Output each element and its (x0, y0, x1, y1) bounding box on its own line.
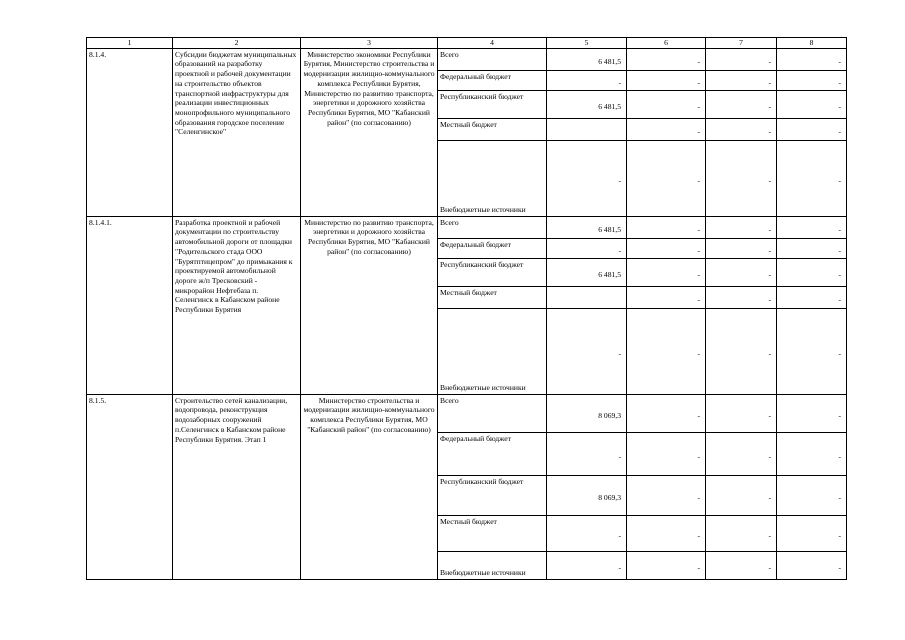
amount-value: - (838, 411, 841, 421)
amount-value: 6 481,5 (598, 225, 621, 235)
amount-cell-c5 (547, 475, 627, 515)
amount-value: 6 481,5 (598, 102, 621, 112)
amount-value: - (697, 563, 700, 573)
table-row (87, 216, 847, 238)
amount-cell-c8 (777, 70, 847, 90)
amount-cell-c5 (547, 394, 627, 432)
amount-value: - (838, 295, 841, 305)
amount-cell-c8 (777, 90, 847, 118)
amount-value: - (618, 176, 621, 186)
amount-cell-c7 (706, 258, 777, 286)
amount-value: - (838, 451, 841, 461)
header-cell: 4 (438, 38, 547, 49)
funding-source: Всего (438, 48, 547, 70)
amount-cell-c6 (627, 515, 706, 551)
item-executor: Министерство по развитию транспорта, энергетики и дорожного хозяйства Республики Бурятия, МО "Кабанский район" (по согласованию) (301, 216, 438, 394)
amount-value: - (838, 246, 841, 256)
item-code: 8.1.5. (87, 394, 173, 579)
amount-value: - (697, 270, 700, 280)
amount-cell-c8 (777, 238, 847, 258)
funding-source: Внебюджетные источники (438, 140, 547, 216)
amount-value: - (768, 451, 771, 461)
amount-cell-c7 (706, 286, 777, 308)
amount-value: - (768, 176, 771, 186)
funding-source: Республиканский бюджет (438, 258, 547, 286)
amount-cell-c8 (777, 475, 847, 515)
amount-value: - (838, 176, 841, 186)
amount-cell-c6 (627, 475, 706, 515)
amount-value: - (618, 78, 621, 88)
amount-cell-c8 (777, 286, 847, 308)
amount-value: - (768, 563, 771, 573)
funding-source: Местный бюджет (438, 118, 547, 140)
amount-cell-c8 (777, 394, 847, 432)
document-page (86, 37, 847, 580)
amount-cell-c5 (547, 286, 627, 308)
amount-cell-c7 (706, 432, 777, 475)
item-executor: Министерство строительства и модернизации жилищно-коммунального комплекса Республики Бурятия, МО "Кабанский район" (по согласованию) (301, 394, 438, 579)
amount-cell-c5 (547, 515, 627, 551)
amount-value: - (768, 57, 771, 67)
amount-value: - (838, 102, 841, 112)
amount-value: 8 069,3 (598, 411, 621, 421)
item-executor: Министерство экономики Республики Бурятия, Министерство строительства и модернизации жилищно-коммунального комплекса Республики Бурятия, Министерство по развитию транспорта, энергетики и дорожного хозяйства Республики Бурятия, МО "Кабанский район" (по согласованию) (301, 48, 438, 216)
amount-cell-c6 (627, 48, 706, 70)
amount-value: - (768, 78, 771, 88)
budget-table (86, 37, 847, 580)
amount-cell-c8 (777, 48, 847, 70)
funding-source: Местный бюджет (438, 286, 547, 308)
funding-source: Внебюджетные источники (438, 551, 547, 579)
funding-source: Федеральный бюджет (438, 238, 547, 258)
amount-cell-c7 (706, 475, 777, 515)
amount-cell-c6 (627, 140, 706, 216)
amount-cell-c7 (706, 515, 777, 551)
item-name: Разработка проектной и рабочей документации по строительству автомобильной дороги от площадки "Родительского стада ООО "Бурятптицепром" до примыкания к проектируемой автомобильной дороге ж/п Тресковский - микрорайон Нефтебаза п. Селенгинск в Кабанском районе Республики Бурятия (173, 216, 301, 394)
amount-value: - (697, 349, 700, 359)
amount-value: - (618, 531, 621, 541)
amount-cell-c5 (547, 118, 627, 140)
header-row (87, 38, 847, 49)
item-name: Строительство сетей канализации, водопровода, реконструкция водозаборных сооружений п.Селенгинск в Кабанском районе Республики Бурятия. Этап 1 (173, 394, 301, 579)
amount-value: - (697, 127, 700, 137)
amount-value: - (768, 102, 771, 112)
header-cell: 8 (777, 38, 847, 49)
amount-cell-c7 (706, 118, 777, 140)
amount-cell-c8 (777, 515, 847, 551)
amount-value: 6 481,5 (598, 57, 621, 67)
amount-cell-c5 (547, 258, 627, 286)
amount-value: - (768, 246, 771, 256)
amount-cell-c5 (547, 140, 627, 216)
amount-cell-c6 (627, 90, 706, 118)
amount-cell-c5 (547, 238, 627, 258)
table-row (87, 394, 847, 432)
amount-value: - (697, 531, 700, 541)
amount-cell-c6 (627, 70, 706, 90)
funding-source: Внебюджетные источники (438, 308, 547, 394)
amount-value: - (838, 57, 841, 67)
funding-source: Федеральный бюджет (438, 70, 547, 90)
item-name: Субсидии бюджетам муниципальных образований на разработку проектной и рабочей документации на строительство объектов транспортной инфраструктуры для реализации инвестиционных монопрофильного муниципального образования городское поселение "Селенгинское" (173, 48, 301, 216)
funding-source: Федеральный бюджет (438, 432, 547, 475)
amount-cell-c7 (706, 238, 777, 258)
amount-value: - (697, 451, 700, 461)
amount-value: 8 069,3 (598, 493, 621, 503)
amount-value: - (838, 493, 841, 503)
amount-value: - (697, 102, 700, 112)
amount-value: - (838, 531, 841, 541)
item-code: 8.1.4.1. (87, 216, 173, 394)
amount-cell-c6 (627, 118, 706, 140)
amount-value: - (697, 176, 700, 186)
amount-value: - (768, 493, 771, 503)
amount-cell-c5 (547, 432, 627, 475)
amount-cell-c5 (547, 551, 627, 579)
amount-value: - (697, 78, 700, 88)
amount-value: - (838, 127, 841, 137)
funding-source: Республиканский бюджет (438, 475, 547, 515)
amount-value: - (768, 411, 771, 421)
amount-value: - (618, 563, 621, 573)
amount-cell-c6 (627, 394, 706, 432)
amount-value: - (697, 493, 700, 503)
amount-value: 6 481,5 (598, 270, 621, 280)
amount-cell-c7 (706, 140, 777, 216)
amount-value: - (618, 451, 621, 461)
amount-cell-c6 (627, 432, 706, 475)
amount-value: - (768, 531, 771, 541)
funding-source: Республиканский бюджет (438, 90, 547, 118)
amount-value: - (697, 225, 700, 235)
amount-value: - (697, 57, 700, 67)
amount-cell-c6 (627, 216, 706, 238)
table-row (87, 48, 847, 70)
amount-cell-c5 (547, 70, 627, 90)
amount-cell-c8 (777, 118, 847, 140)
amount-cell-c5 (547, 90, 627, 118)
amount-value: - (838, 78, 841, 88)
amount-value: - (838, 270, 841, 280)
amount-cell-c8 (777, 258, 847, 286)
amount-value: - (768, 225, 771, 235)
amount-value: - (618, 349, 621, 359)
amount-cell-c6 (627, 238, 706, 258)
amount-value: - (768, 349, 771, 359)
item-code: 8.1.4. (87, 48, 173, 216)
amount-cell-c7 (706, 308, 777, 394)
amount-value: - (768, 270, 771, 280)
amount-value: - (768, 127, 771, 137)
amount-cell-c6 (627, 308, 706, 394)
header-cell: 6 (627, 38, 706, 49)
amount-cell-c7 (706, 216, 777, 238)
amount-cell-c5 (547, 48, 627, 70)
funding-source: Всего (438, 216, 547, 238)
amount-cell-c5 (547, 308, 627, 394)
amount-value: - (697, 411, 700, 421)
amount-value: - (697, 295, 700, 305)
funding-source: Местный бюджет (438, 515, 547, 551)
amount-cell-c8 (777, 432, 847, 475)
amount-value: - (697, 246, 700, 256)
amount-cell-c6 (627, 286, 706, 308)
header-cell: 3 (301, 38, 438, 49)
amount-cell-c7 (706, 90, 777, 118)
funding-source: Всего (438, 394, 547, 432)
header-cell: 1 (87, 38, 173, 49)
header-cell: 7 (706, 38, 777, 49)
amount-cell-c7 (706, 551, 777, 579)
amount-cell-c8 (777, 551, 847, 579)
amount-cell-c7 (706, 70, 777, 90)
header-cell: 2 (173, 38, 301, 49)
header-cell: 5 (547, 38, 627, 49)
amount-cell-c8 (777, 308, 847, 394)
amount-cell-c5 (547, 216, 627, 238)
amount-value: - (838, 563, 841, 573)
amount-cell-c7 (706, 48, 777, 70)
amount-value: - (838, 349, 841, 359)
amount-cell-c6 (627, 258, 706, 286)
amount-cell-c6 (627, 551, 706, 579)
amount-value: - (768, 295, 771, 305)
amount-cell-c8 (777, 216, 847, 238)
amount-cell-c7 (706, 394, 777, 432)
amount-value: - (838, 225, 841, 235)
amount-value: - (618, 246, 621, 256)
amount-cell-c8 (777, 140, 847, 216)
